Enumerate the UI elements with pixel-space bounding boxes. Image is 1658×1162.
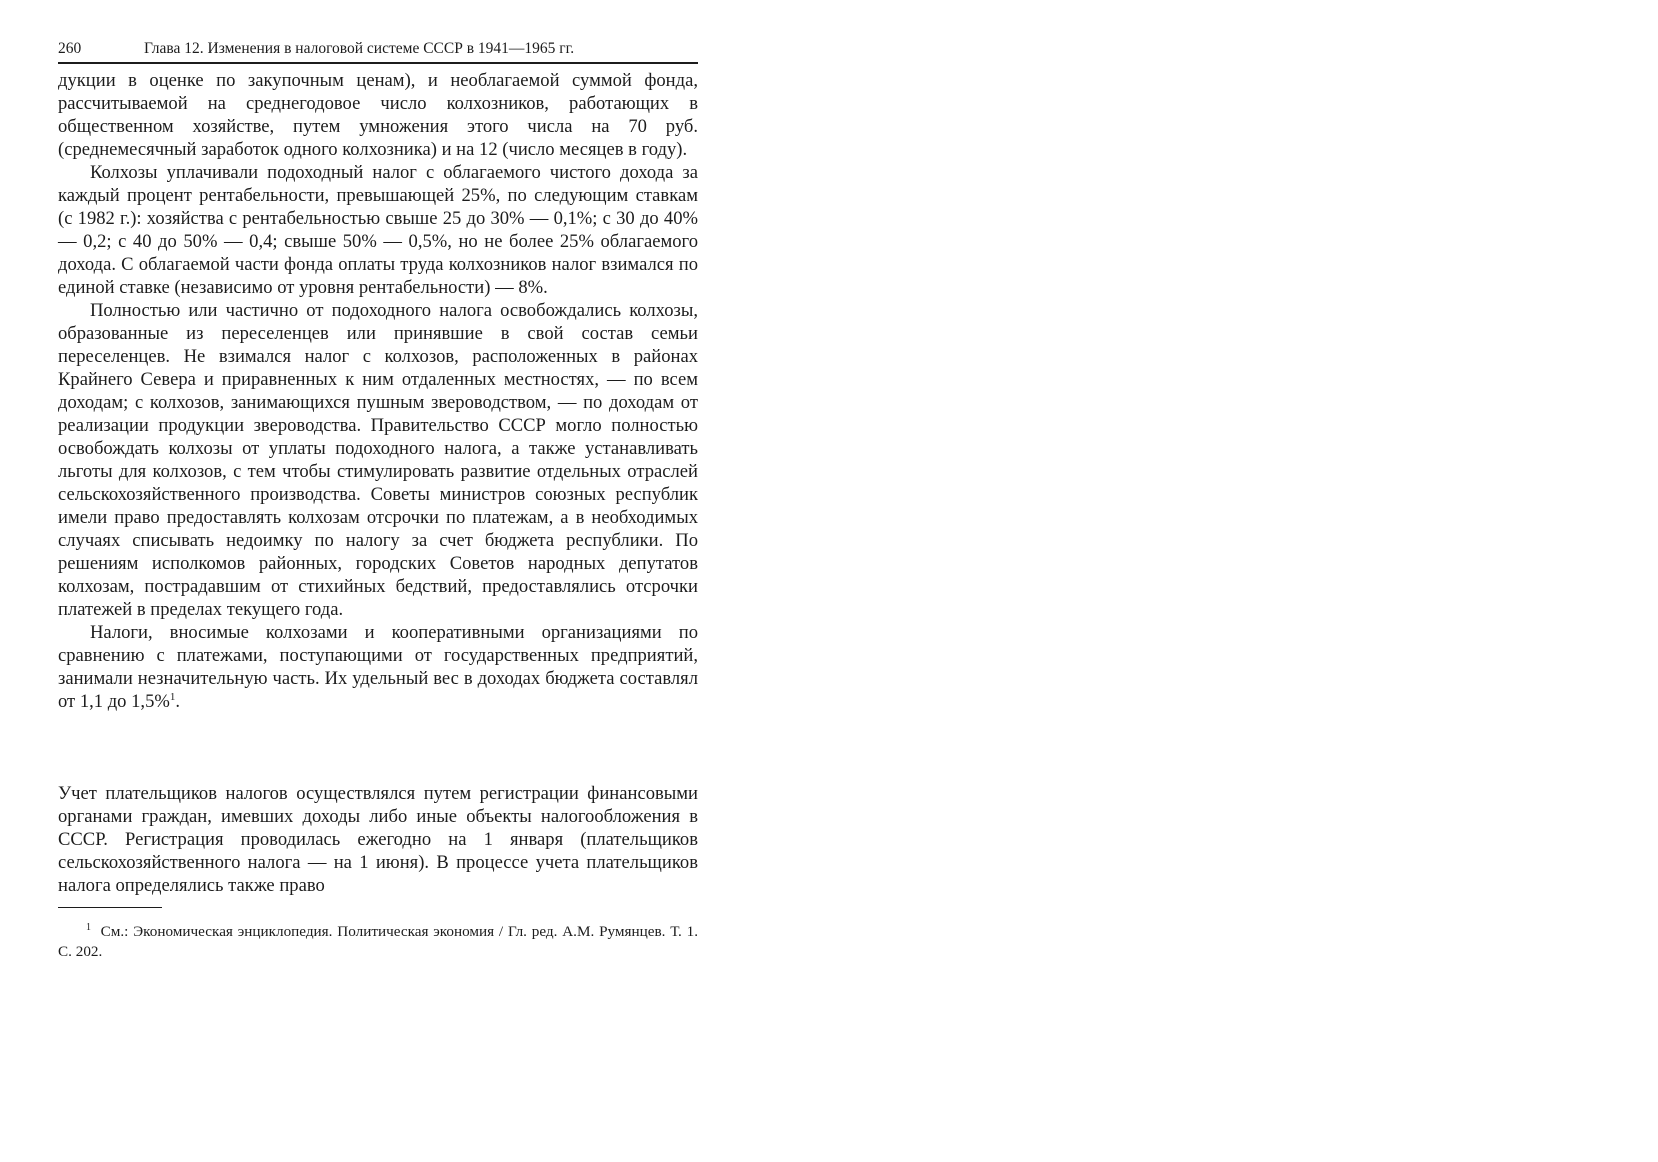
- paragraph-5: Учет плательщиков налогов осуществлялся путем регистрации финансовыми органами граждан, имевших доходы либо иные объекты налогообложения в СССР. Регистрация проводилась ежегодно на 1 января (плательщиков сельскохозяйственного налога — на 1 июня). В процессе учета плательщиков налога определялись также право: [58, 783, 698, 896]
- chapter-title: Глава 12. Изменения в налоговой системе СССР в 1941—1965 гг.: [144, 40, 575, 57]
- body-text: [58, 69, 698, 897]
- paragraph-4-text: Налоги, вносимые колхозами и кооперативными организациями по сравнению с платежами, поступающими от государственных предприятий, занимали незначительную часть. Их удельный вес в доходах бюджета составлял от 1,1 до 1,5%: [58, 622, 698, 712]
- footnote-divider: [58, 907, 162, 908]
- page-number: 260: [58, 40, 82, 57]
- section-gap: [58, 713, 698, 782]
- paragraph-3: Полностью или частично от подоходного налога освобождались колхозы, образованные из переселенцев или принявшие в свой состав семьи переселенцев. Не взимался налог с колхозов, расположенных в районах Крайнего Севера и приравненных к ним отдаленных местностях, — по всем доходам; с колхозов, занимающихся пушным звероводством, — по доходам от реализации продукции звероводства. Правительство СССР могло полностью освобождать колхозы от уплаты подоходного налога, а также устанавливать льготы для колхозов, с тем чтобы стимулировать развитие отдельных отраслей сельскохозяйственного производства. Советы министров союзных республик имели право предоставлять колхозам отсрочки по платежам, а в необходимых случаях списывать недоимку по налогу за счет бюджета республики. По решениям исполкомов районных, городских Советов народных депутатов колхозам, пострадавшим от стихийных бедствий, предоставлялись отсрочки платежей в пределах текущего года.: [58, 300, 698, 620]
- running-head: [58, 36, 698, 64]
- footnote-text: См.: Экономическая энциклопедия. Политическая экономия / Гл. ред. А.М. Румянцев. Т. 1. С. 202.: [58, 923, 699, 960]
- footnote: [58, 922, 698, 962]
- book-page: [58, 36, 698, 962]
- footnote-number: 1: [86, 921, 91, 933]
- paragraph-2: Колхозы уплачивали подоходный налог с облагаемого чистого дохода за каждый процент рентабельности, превышающей 25%, по следующим ставкам (с 1982 г.): хозяйства с рентабельностью свыше 25 до 30% — 0,1%; с 30 до 40% — 0,2; с 40 до 50% — 0,4; свыше 50% — 0,5%, но не более 25% облагаемого дохода. С облагаемой части фонда оплаты труда колхозников налог взимался по единой ставке (независимо от уровня рентабельности) — 8%.: [58, 162, 698, 298]
- paragraph-1: дукции в оценке по закупочным ценам), и необлагаемой суммой фонда, рассчитываемой на среднегодовое число колхозников, работающих в общественном хозяйстве, путем умножения этого числа на 70 руб. (среднемесячный заработок одного колхозника) и на 12 (число месяцев в году).: [58, 70, 698, 160]
- paragraph-4: [58, 621, 698, 713]
- paragraph-4-end: .: [175, 691, 181, 712]
- footnote-reference: 1: [169, 690, 176, 703]
